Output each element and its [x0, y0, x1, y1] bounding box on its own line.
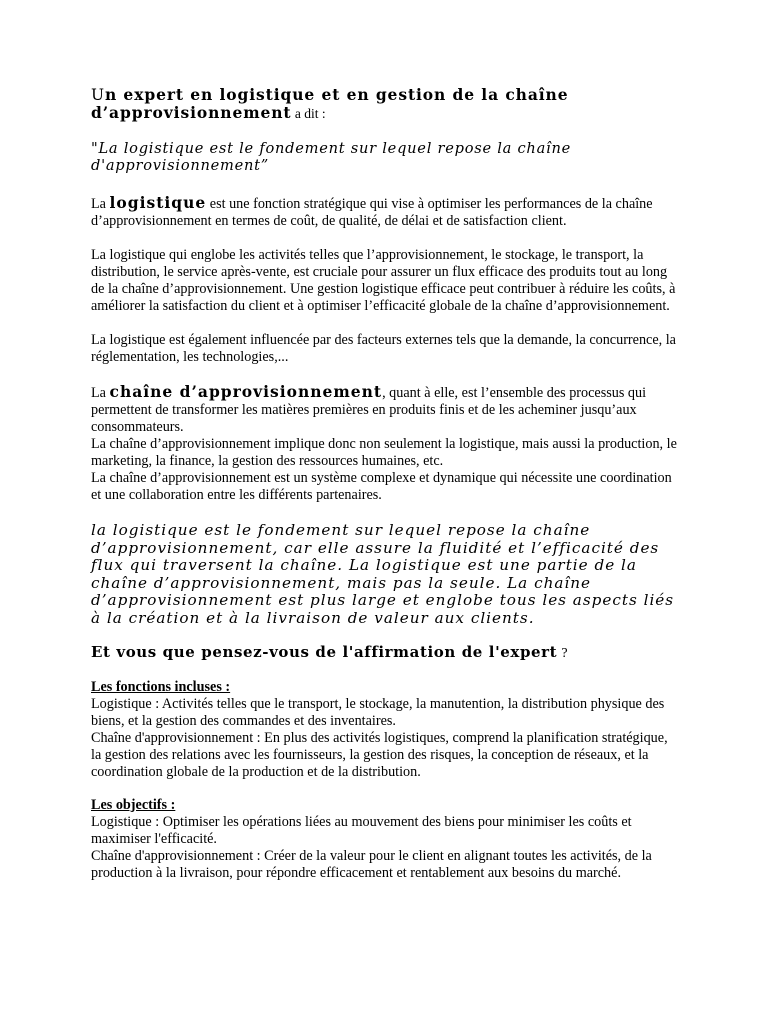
- p1-la: La: [91, 196, 110, 212]
- objectifs-chaine: Chaîne d'approvisionnement : Créer de la valeur pour le client en alignant toutes les activités, de la production à la livraison, pour répondre efficacement et rentablement aux besoins du marché.: [91, 848, 652, 881]
- section-title-objectifs: Les objectifs :: [91, 797, 176, 813]
- expert-quote: "La logistique est le fondement sur lequel repose la chaîne d'approvisionnement”: [91, 140, 571, 174]
- question-heading: [91, 643, 681, 663]
- paragraph-facteurs-externes: La logistique est également influencée par des facteurs externes tels que la demande, la concurrence, la réglementation, les technologies,...: [91, 332, 676, 365]
- p1-rest: est une fonction stratégique qui vise à optimiser les performances de la chaîne d’approvisionnement en termes de coût, de qualité, de délai et de satisfaction client.: [91, 196, 653, 229]
- paragraph-chaine-definition: [91, 383, 681, 436]
- paragraph-logistique-definition: [91, 194, 681, 230]
- term-logistique: logistique: [109, 193, 207, 212]
- intro-expert-title: n expert en logistique et en gestion de la chaîne d’approvisionnement: [91, 85, 569, 122]
- p4-rest: , quant à elle, est l’ensemble des processus qui permettent de transformer les matières premières en produits finis et de les acheminer jusqu’aux consommateurs.: [91, 385, 647, 435]
- italic-conclusion: la logistique est le fondement sur lequel repose la chaîne d’approvisionnement, car elle assure la fluidité et l’efficacité des flux qui traversent la chaîne. La logistique est une partie de la chaîne d’approvisionnement, mais pas la seule. La chaîne d’approvisionnement est plus large et englobe tous les aspects liés à la création et à la livraison de valeur aux clients.: [91, 521, 675, 627]
- paragraph-chaine-implique: La chaîne d’approvisionnement implique donc non seulement la logistique, mais aussi la production, le marketing, la finance, la gestion des ressources humaines, etc.: [91, 436, 677, 469]
- intro-initial: U: [91, 86, 105, 104]
- objectifs-logistique: Logistique : Optimiser les opérations liées au mouvement des biens pour minimiser les coûts et maximiser l'efficacité.: [91, 814, 632, 847]
- term-chaine-approvisionnement: chaîne d’approvisionnement: [109, 382, 383, 401]
- section-title-fonctions: Les fonctions incluses :: [91, 679, 231, 695]
- p4-la: La: [91, 385, 110, 401]
- fonctions-logistique: Logistique : Activités telles que le transport, le stockage, la manutention, la distribution physique des biens, et la gestion des commandes et des inventaires.: [91, 696, 665, 729]
- paragraph-chaine-systeme: La chaîne d’approvisionnement est un système complexe et dynamique qui nécessite une coordination et une collaboration entre les différents partenaires.: [91, 470, 672, 503]
- question-text: Et vous que pensez-vous de l'affirmation de l'expert: [91, 643, 558, 661]
- intro-heading: [91, 86, 681, 123]
- intro-dit: a dit :: [291, 106, 326, 121]
- question-mark: ?: [557, 646, 569, 661]
- document-page: [91, 86, 681, 882]
- paragraph-logistique-activites: La logistique qui englobe les activités telles que l’approvisionnement, le stockage, le transport, la distribution, le service après-vente, est cruciale pour assurer un flux efficace des produits tout au long de la chaîne d’approvisionnement. Une gestion logistique efficace peut contribuer à réduire les coûts, à améliorer la satisfaction du client et à optimiser l’efficacité globale de la chaîne d’approvisionnement.: [91, 247, 676, 314]
- fonctions-chaine: Chaîne d'approvisionnement : En plus des activités logistiques, comprend la planification stratégique, la gestion des relations avec les fournisseurs, la gestion des risques, la conception de réseaux, et la coordination globale de la production et de la distribution.: [91, 730, 668, 780]
